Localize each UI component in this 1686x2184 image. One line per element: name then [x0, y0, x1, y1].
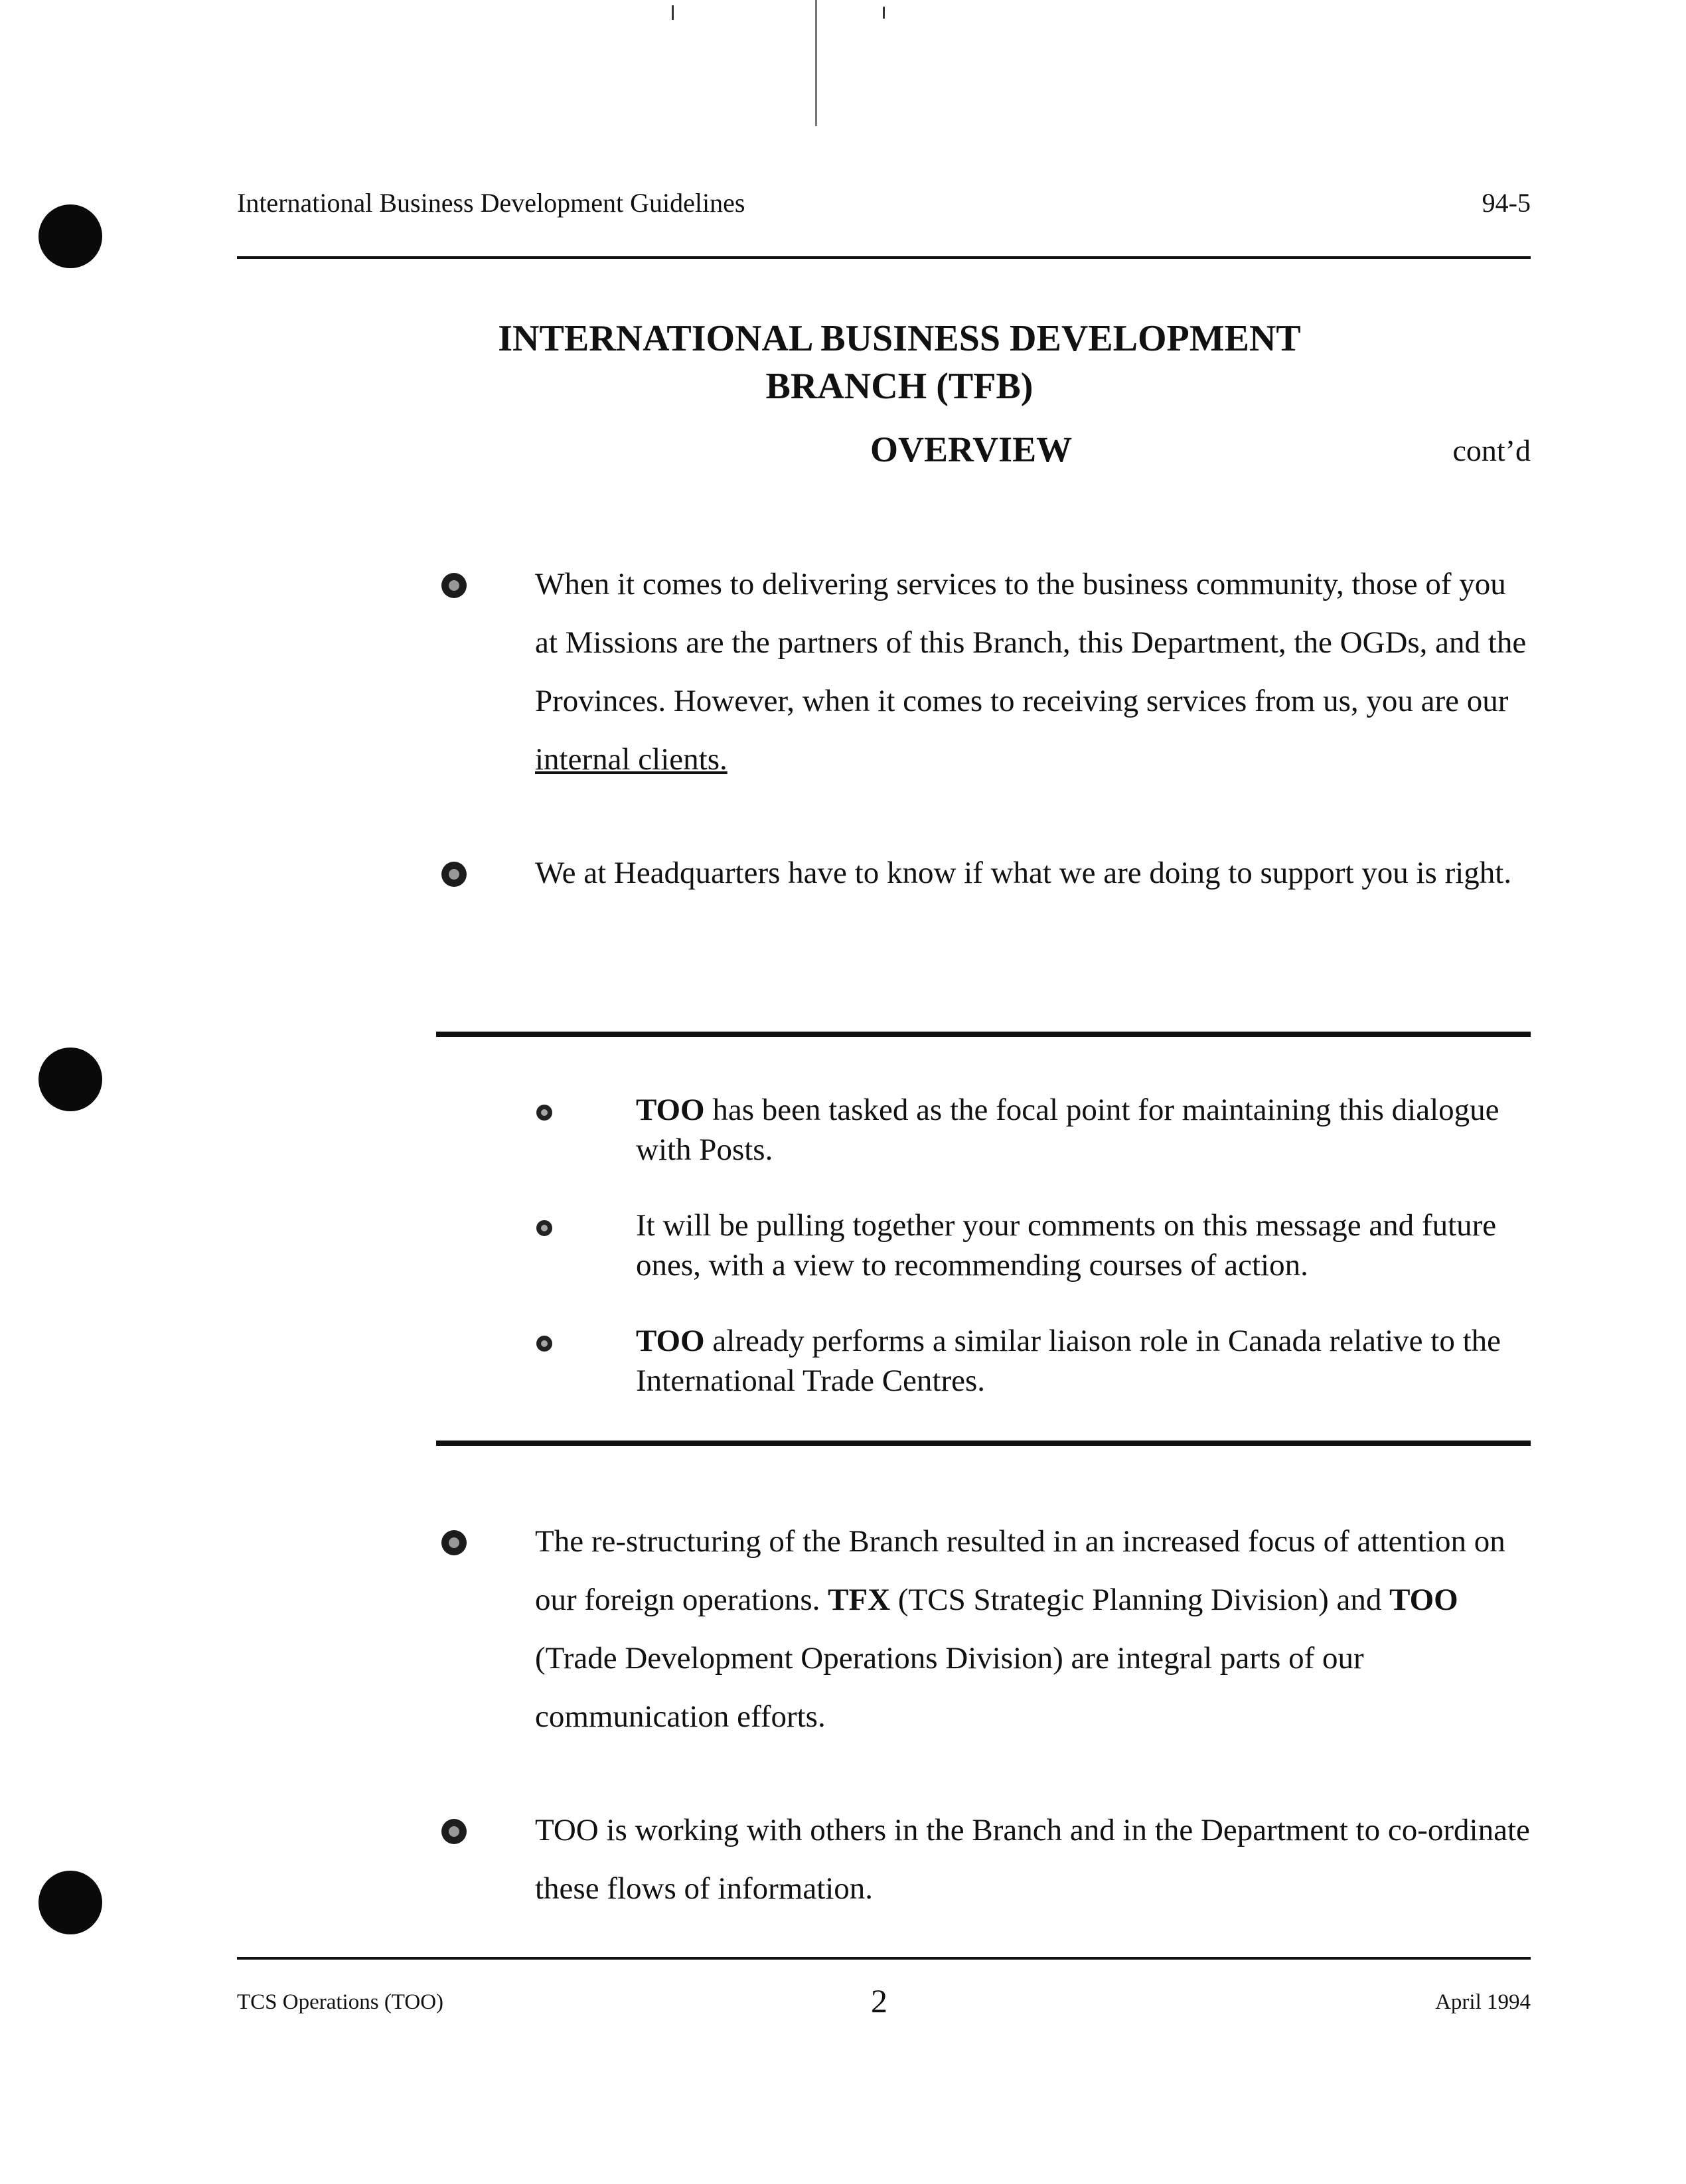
box-rule-top	[436, 1032, 1531, 1037]
header-rule	[237, 256, 1531, 259]
heading-overview: OVERVIEW	[870, 429, 1073, 469]
too-bold: TOO	[1389, 1583, 1458, 1617]
too-bold: TOO	[636, 1093, 705, 1127]
document-number: 94-5	[1482, 188, 1531, 218]
tfx-bold: TFX	[828, 1583, 891, 1617]
too-bold: TOO	[636, 1324, 705, 1358]
bullet-icon	[536, 1220, 552, 1236]
heading-line-2: BRANCH (TFB)	[765, 366, 1034, 407]
scan-mark	[672, 5, 674, 20]
boxed-item-3-text: already performs a similar liaison role in Canada relative to the International Trade Centres.	[636, 1324, 1501, 1398]
boxed-item-1-text: has been tasked as the focal point for maintaining this dialogue with Posts.	[636, 1093, 1499, 1167]
scan-mark	[815, 0, 817, 126]
paragraph-4: TOO is working with others in the Branch and in the Department to co-ordinate these flows of information.	[535, 1813, 1530, 1906]
bullet-icon	[441, 1530, 467, 1555]
page-number: 2	[871, 1982, 887, 2019]
binder-hole-middle	[38, 1048, 102, 1111]
paragraph-1-text: When it comes to delivering services to the business community, those of you at Missions are the partners of this Branch, this Department, the OGDs, and the Provinces. However, when it comes to receiving services from us, you are our	[535, 567, 1527, 718]
bullet-icon	[536, 1336, 552, 1352]
running-header-title: International Business Development Guidelines	[237, 188, 745, 218]
paragraph-3-text-e: (Trade Development Operations Division) are integral parts of our communication efforts.	[535, 1641, 1364, 1734]
paragraph-2: We at Headquarters have to know if what we are doing to support you is right.	[535, 856, 1512, 890]
binder-hole-bottom	[38, 1871, 102, 1934]
bullet-icon	[441, 862, 467, 887]
bullet-icon	[441, 573, 467, 598]
heading-line-1: INTERNATIONAL BUSINESS DEVELOPMENT	[498, 318, 1301, 359]
binder-hole-top	[38, 204, 102, 268]
internal-clients-underlined: internal clients.	[535, 742, 728, 777]
box-rule-bottom	[436, 1441, 1531, 1446]
paragraph-3	[535, 1512, 1531, 1746]
boxed-item-3	[636, 1321, 1532, 1401]
paragraph-3-text-a: The re-structuring of the Branch resulted in an increased focus of attention on our foreign operations.	[535, 1524, 1505, 1617]
boxed-item-2: It will be pulling together your comments on this message and future ones, with a view to recommending courses of action.	[636, 1208, 1497, 1283]
continued-label: cont’d	[1452, 433, 1531, 467]
boxed-item-1	[636, 1090, 1532, 1170]
footer-date: April 1994	[1435, 1990, 1531, 2014]
paragraph-3-text-c: (TCS Strategic Planning Division) and	[890, 1583, 1390, 1617]
footer-rule	[237, 1957, 1531, 1960]
paragraph-1	[535, 555, 1531, 789]
footer-left: TCS Operations (TOO)	[237, 1990, 444, 2014]
bullet-icon	[536, 1105, 552, 1121]
bullet-icon	[441, 1819, 467, 1844]
scan-mark	[883, 7, 885, 19]
